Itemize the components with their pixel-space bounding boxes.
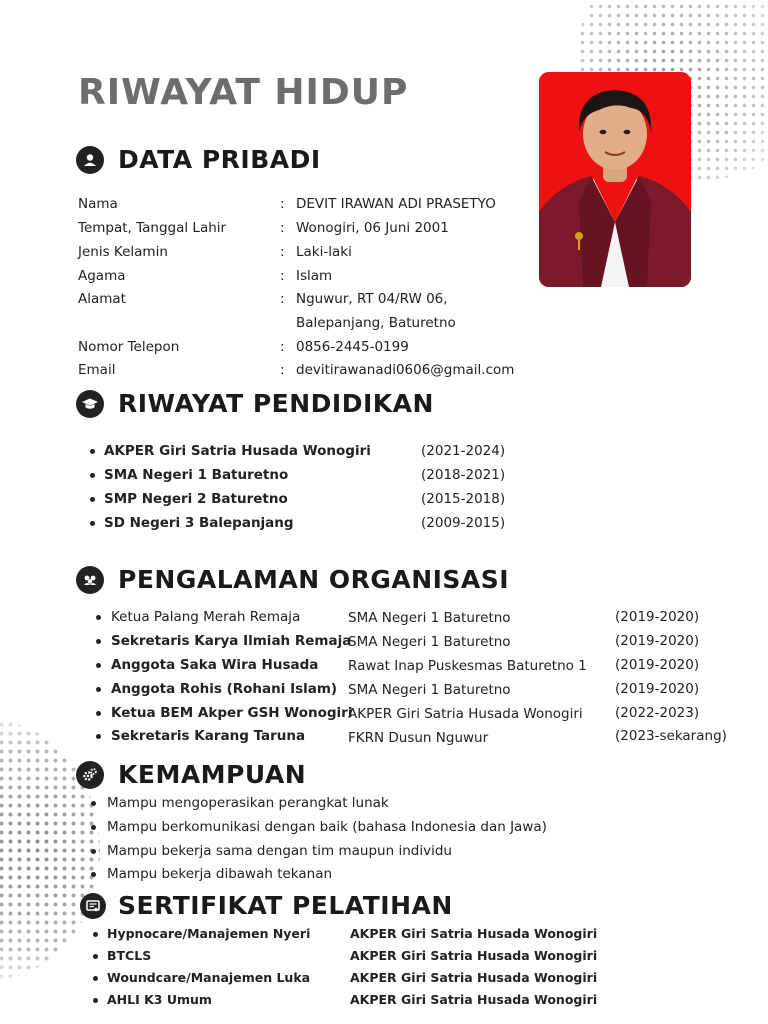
page-title: RIWAYAT HIDUP bbox=[78, 72, 409, 113]
section-title: SERTIFIKAT PELATIHAN bbox=[118, 891, 453, 920]
cv-page: RIWAYAT HIDUP DATA PRIBADI Nama : DEVIT IRAWAN ADI PRASETYO Tempat, Tanggal Lahir : Wonogiri, 06 Juni 2001 Jenis Kelamin : Laki-laki Agama : Islam Alamat : Nguwur, RT 04/RW 06, Balepanjang, Baturetno Nomor Telepon : 0856-2445-0199 Email : devitirawanadi0606@gmail.com RIWAYAT PENDIDIKAN AKPER Giri Satria Husada Wonogiri (2021-2024) SMA Negeri 1 Baturetno (2018-2021) SMP Negeri 2 Baturetno (2015-2018) SD Negeri 3 Balepanjang (2009-2015) PENGALAMAN ORGANISASI Ketua Palang Merah Remaja SMA Negeri 1 Baturetno (2019-2020) Sekretaris Karya Ilmiah Remaja SMA Negeri 1 Baturetno (2019-2020) Anggota Saka Wira Husada Rawat Inap Puskesmas Baturetno 1 (2019-2020) Anggota Rohis (Rohani Islam) SMA Negeri 1 Baturetno (2019-2020) Ketua BEM Akper GSH Wonogiri AKPER Giri Satria Husada Wonogiri (2022-2023) Sekretaris Karang Taruna FKRN Dusun Nguwur (2023-sekarang) KEMAMPUAN Mampu mengoperasikan perangkat lunak Mampu berkomunikasi dengan baik (bahasa Indonesia dan Jawa) Mampu bekerja sama dengan tim maupun individu Mampu bekerja dibawah tekanan SERTIFIKAT PELATIHAN Hypnocare/Manajemen Nyeri AKPER Giri Satria Husada Wonogiri BTCLS AKPER Giri Satria Husada Wonogiri Woundcare/Manajemen Luka AKPER Giri Satria Husada Wonogiri AHLI K3 Umum AKPER Giri Satria Husada Wonogiri bbox=[0, 0, 768, 1024]
certificate-icon bbox=[80, 893, 106, 919]
gears-icon bbox=[76, 761, 104, 789]
group-icon bbox=[76, 566, 104, 594]
section-title: KEMAMPUAN bbox=[118, 760, 307, 789]
profile-photo bbox=[539, 72, 691, 287]
section-title: PENGALAMAN ORGANISASI bbox=[118, 565, 510, 594]
section-riwayat-pendidikan bbox=[76, 389, 434, 418]
section-data-pribadi bbox=[76, 145, 321, 174]
user-icon bbox=[76, 146, 104, 174]
section-title: RIWAYAT PENDIDIKAN bbox=[118, 389, 434, 418]
section-title: DATA PRIBADI bbox=[118, 145, 321, 174]
decorative-dots-bottom-left bbox=[0, 720, 100, 980]
section-sertifikat-pelatihan bbox=[80, 891, 453, 920]
graduation-cap-icon bbox=[76, 390, 104, 418]
section-pengalaman-organisasi bbox=[76, 565, 509, 594]
section-kemampuan bbox=[76, 760, 306, 789]
